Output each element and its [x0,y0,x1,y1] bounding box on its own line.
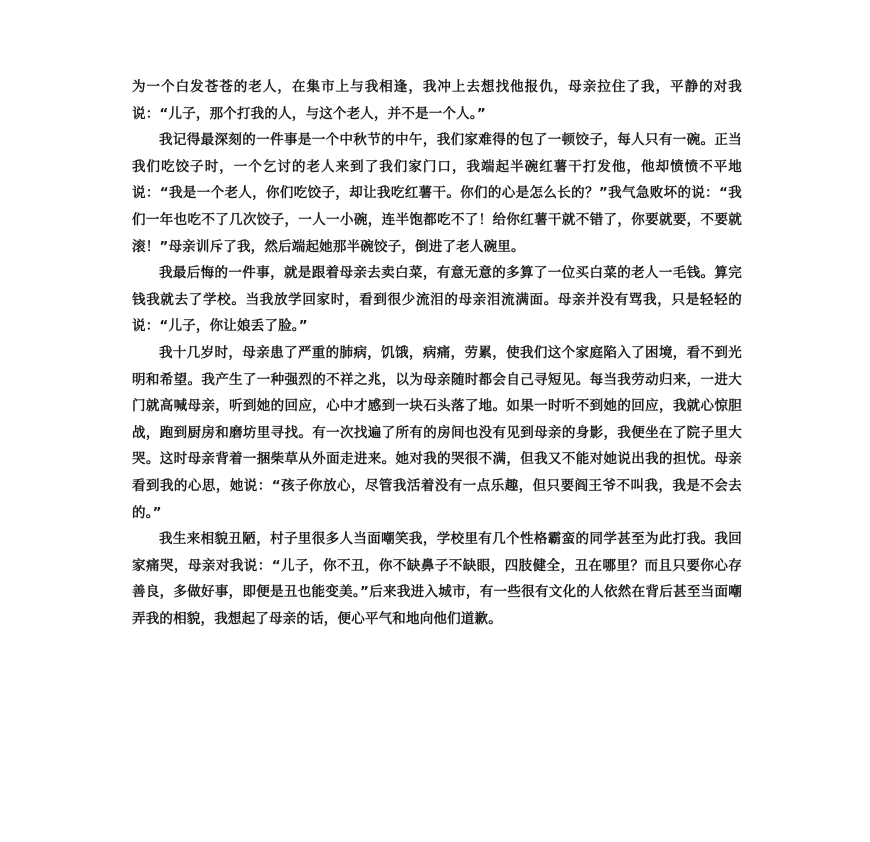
paragraph-3: 我最后悔的一件事，就是跟着母亲去卖白菜，有意无意的多算了一位买白菜的老人一毛钱。算完钱我就去了学校。当我放学回家时，看到很少流泪的母亲泪流满面。母亲并没有骂我，只是轻轻的说：“儿子，你让娘丢了脸。” [132,265,742,335]
paragraph-5: 我生来相貌丑陋，村子里很多人当面嘲笑我，学校里有几个性格霸蛮的同学甚至为此打我。我回家痛哭，母亲对我说：“儿子，你不丑，你不缺鼻子不缺眼，四肢健全，丑在哪里？而且只要你心存善良，多做好事，即便是丑也能变美。”后来我进入城市，有一些很有文化的人依然在背后甚至当面嘲弄我的相貌，我想起了母亲的话，便心平气和地向他们道歉。 [132,531,742,627]
paragraph-2: 我记得最深刻的一件事是一个中秋节的中午，我们家难得的包了一顿饺子，每人只有一碗。正当我们吃饺子时，一个乞讨的老人来到了我们家门口，我端起半碗红薯干打发他，他却愤愤不平地说：“我是一个老人，你们吃饺子，却让我吃红薯干。你们的心是怎么长的？”我气急败坏的说：“我们一年也吃不了几次饺子，一人一小碗，连半饱都吃不了！给你红薯干就不错了，你要就要，不要就滚！”母亲训斥了我，然后端起她那半碗饺子，倒进了老人碗里。 [132,132,742,255]
article-body [132,74,742,632]
paragraph-4: 我十几岁时，母亲患了严重的肺病，饥饿，病痛，劳累，使我们这个家庭陷入了困境，看不到光明和希望。我产生了一种强烈的不祥之兆，以为母亲随时都会自己寻短见。每当我劳动归来，一进大门就高喊母亲，听到她的回应，心中才感到一块石头落了地。如果一时听不到她的回应，我就心惊胆战，跑到厨房和磨坊里寻找。有一次找遍了所有的房间也没有见到母亲的身影，我便坐在了院子里大哭。这时母亲背着一捆柴草从外面走进来。她对我的哭很不满，但我又不能对她说出我的担忧。母亲看到我的心思，她说：“孩子你放心，尽管我活着没有一点乐趣，但只要阎王爷不叫我，我是不会去的。” [132,344,742,521]
paragraph-1: 为一个白发苍苍的老人，在集市上与我相逢，我冲上去想找他报仇，母亲拉住了我，平静的对我说：“儿子，那个打我的人，与这个老人，并不是一个人。” [132,79,742,122]
